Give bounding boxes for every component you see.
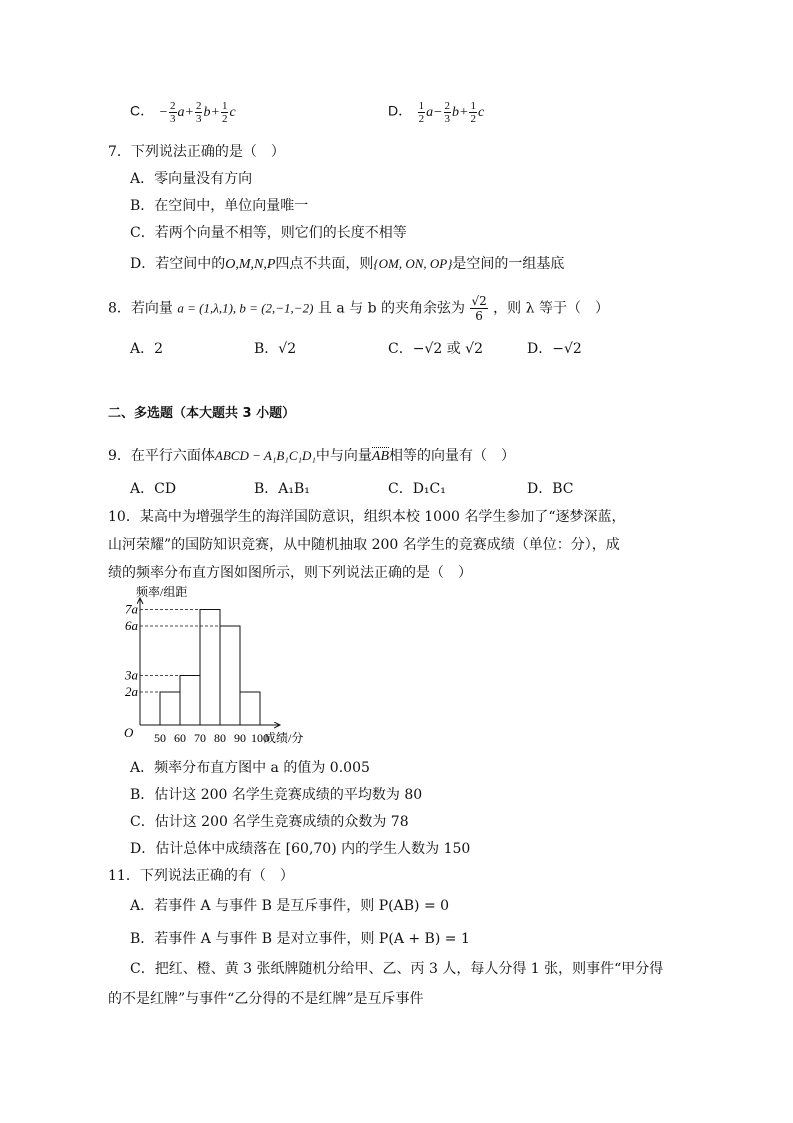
q11-option-b[interactable]: B．若事件 A 与事件 B 是对立事件，则 P(A + B) = 1 [130,931,470,947]
q11-option-a[interactable]: A．若事件 A 与事件 B 是互斥事件，则 P(AB) = 0 [130,898,450,914]
q9-suffix: 相等的向量有（ ） [389,448,516,464]
y-tick-label-0: 2a [125,684,138,699]
q9-option-a[interactable]: A．CD [130,481,177,497]
q8-option-d[interactable]: D．−√2 [527,341,582,357]
q10-line2: 山河荣耀”的国防知识竞赛，从中随机抽取 200 名学生的竞赛成绩（单位：分），成 [108,537,620,553]
q7-option-a[interactable]: A．零向量没有方向 [130,171,253,187]
q10-option-a[interactable]: A．频率分布直方图中 a 的值为 0.005 [130,760,370,776]
q8-cos-fraction [470,294,487,323]
y-tick-label-2: 6a [125,618,138,633]
y-tick-label-1: 3a [125,667,138,683]
y-tick-label-3: 7a [125,601,138,617]
x-tick-label: 100 [251,731,269,745]
section-multi-choice-title: 二、多选题（本大题共 3 小题） [108,406,296,421]
q7-option-d-set: {OM, ON, OP} [373,256,453,271]
q11-stem: 11．下列说法正确的有（ ） [108,868,294,884]
q9-option-b[interactable]: B．A₁B₁ [254,481,310,497]
q9-mid: 中与向量 [315,448,372,464]
q7-option-c[interactable]: C．若两个向量不相等，则它们的长度不相等 [130,225,407,241]
q9-prefix: 9．在平行六面体 [108,448,215,464]
q8-mid: 且 a 与 b 的夹角余弦为 [317,300,465,317]
q7-option-d-mid: 四点不共面，则 [275,256,374,272]
histogram-chart [108,586,328,751]
histogram-bar [180,676,200,726]
q10-line1: 10．某高中为增强学生的海洋国防意识，组织本校 1000 名学生参加了“逐梦深蓝， [108,509,626,525]
x-axis-label: 成绩/分 [264,731,304,745]
x-tick-label: 80 [214,731,226,745]
q7-option-d-prefix: D．若空间中的 [130,256,226,272]
q10-line3: 绩的频率分布直方图如图所示，则下列说法正确的是（ ） [108,565,472,581]
q11-option-c-line2: 的不是红牌”与事件“乙分得的不是红牌”是互斥事件 [108,991,424,1007]
q8-suffix: ，则 λ 等于（ ） [493,300,609,317]
q8-option-b[interactable]: B．√2 [254,341,297,357]
q6-option-d-label: D． [388,102,413,119]
q9-option-c[interactable]: C．D₁C₁ [388,481,446,497]
q6-option-d[interactable] [388,100,484,125]
q7-option-d-suffix: 是空间的一组基底 [452,256,565,272]
histogram-bar [160,692,180,725]
q10-option-c[interactable]: C．估计这 200 名学生竞赛成绩的众数为 78 [130,814,409,830]
x-tick-label: 50 [154,731,166,745]
y-axis-label: 频率/组距 [136,586,188,599]
q8-cos-num: √2 [471,294,487,308]
q9-option-d[interactable]: D．BC [527,481,574,497]
x-tick-label: 60 [174,731,186,745]
q9-stem [108,445,515,465]
x-tick-label: 90 [234,731,246,745]
x-tick-label: 70 [194,731,206,745]
q6-option-c[interactable] [130,100,236,125]
q8-cos-den: 6 [475,309,483,323]
q7-option-b[interactable]: B．在空间中，单位向量唯一 [130,198,309,214]
q6-option-d-expr: $\frac{1}{2}$ a− $\frac{2}{3}$ b+ $\frac{1}{2}$ c [418,100,485,125]
histogram-bar [240,692,260,725]
histogram-bar [200,610,220,726]
q9-solid: ABCD − A₁B₁C₁D₁ [214,448,316,463]
q7-option-d[interactable] [130,253,564,273]
origin-label: O [124,725,134,740]
q8-option-a[interactable]: A．2 [130,341,164,357]
q7-stem: 7．下列说法正确的是（ ） [108,144,285,160]
q8-prefix: 8．若向量 [108,300,173,317]
q8-vectors: a = (1,λ,1), b = (2,−1,−2) [177,300,314,316]
q8-option-c[interactable]: C．−√2 或 √2 [388,341,483,357]
q6-option-c-label: C． [130,102,155,119]
histogram-bar [220,626,240,725]
q11-option-c-line1[interactable]: C．把红、橙、黄 3 张纸牌随机分给甲、乙、丙 3 人，每人分得 1 张，则事件“甲分得 [130,961,664,977]
q10-option-b[interactable]: B．估计这 200 名学生竞赛成绩的平均数为 80 [130,787,423,803]
q8-stem [108,294,609,323]
q7-option-d-points: O,M,N,P [225,257,276,272]
q6-option-c-expr: − $\frac{2}{3}$ a+ $\frac{2}{3}$ b+ $\frac{1}{2}$ c [158,100,236,125]
q9-vector-ab: AB [371,449,390,464]
q10-option-d[interactable]: D．估计总体中成绩落在 [60,70) 内的学生人数为 150 [130,841,471,857]
